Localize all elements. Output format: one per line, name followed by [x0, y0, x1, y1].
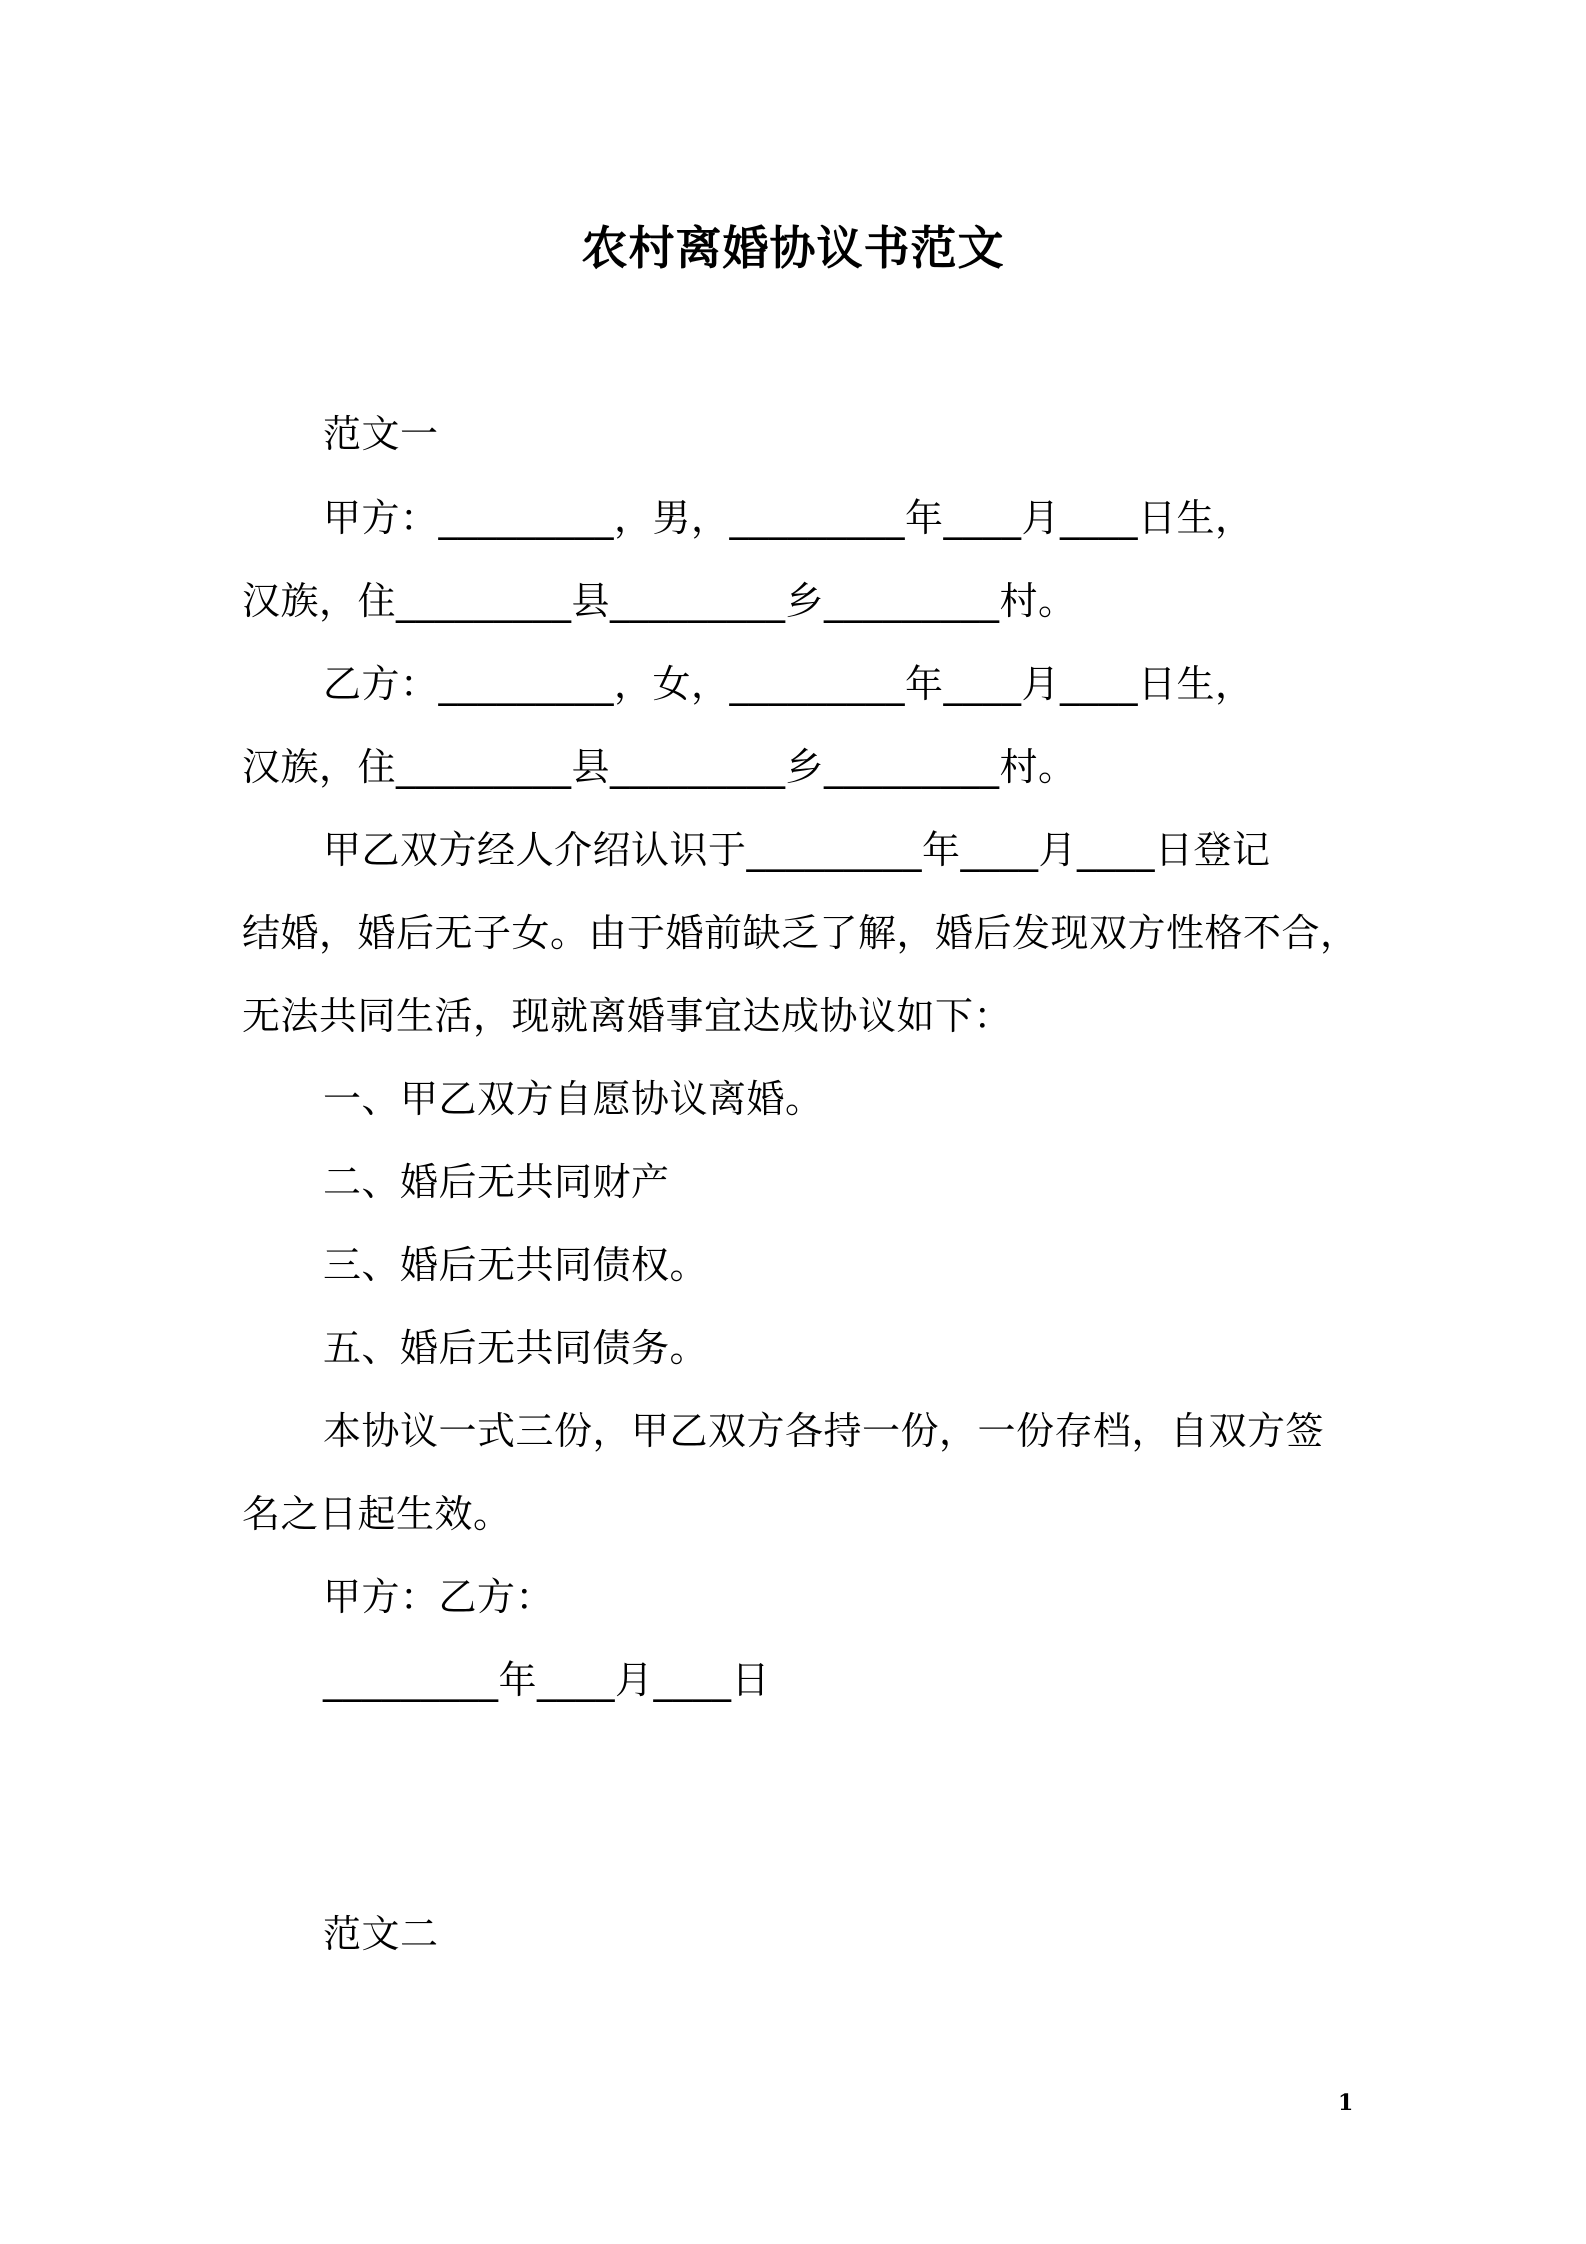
section-heading-sample-one: 范文一	[323, 412, 439, 456]
document-title: 农村离婚协议书范文	[581, 221, 1005, 275]
section-heading-sample-two: 范文二	[323, 1912, 439, 1956]
party-a-line-2: 汉族，住_________县_________乡_________村。	[242, 579, 1077, 623]
paragraph-marriage-line-3: 无法共同生活，现就离婚事宜达成协议如下：	[242, 994, 1013, 1038]
paragraph-marriage-line-2: 结婚，婚后无子女。由于婚前缺乏了解，婚后发现双方性格不合，	[242, 911, 1359, 955]
signature-date: _________年____月____日	[323, 1658, 771, 1702]
clause-three: 三、婚后无共同债权。	[323, 1243, 709, 1287]
paragraph-marriage-line-1: 甲乙双方经人介绍认识于_________年____月____日登记	[323, 828, 1271, 872]
party-b-line-1: 乙方：_________，女，_________年____月____日生，	[323, 662, 1254, 706]
signature-parties: 甲方：乙方：	[323, 1575, 555, 1619]
party-a-line-1: 甲方：_________，男，_________年____月____日生，	[323, 496, 1254, 540]
clause-five: 五、婚后无共同债务。	[323, 1326, 709, 1370]
page-number: 1	[1338, 2090, 1354, 2116]
clause-one: 一、甲乙双方自愿协议离婚。	[323, 1077, 824, 1121]
agreement-copies-line-2: 名之日起生效。	[242, 1492, 512, 1536]
party-b-line-2: 汉族，住_________县_________乡_________村。	[242, 745, 1077, 789]
agreement-copies-line-1: 本协议一式三份，甲乙双方各持一份，一份存档，自双方签	[323, 1409, 1325, 1453]
clause-two: 二、婚后无共同财产	[323, 1160, 670, 1204]
